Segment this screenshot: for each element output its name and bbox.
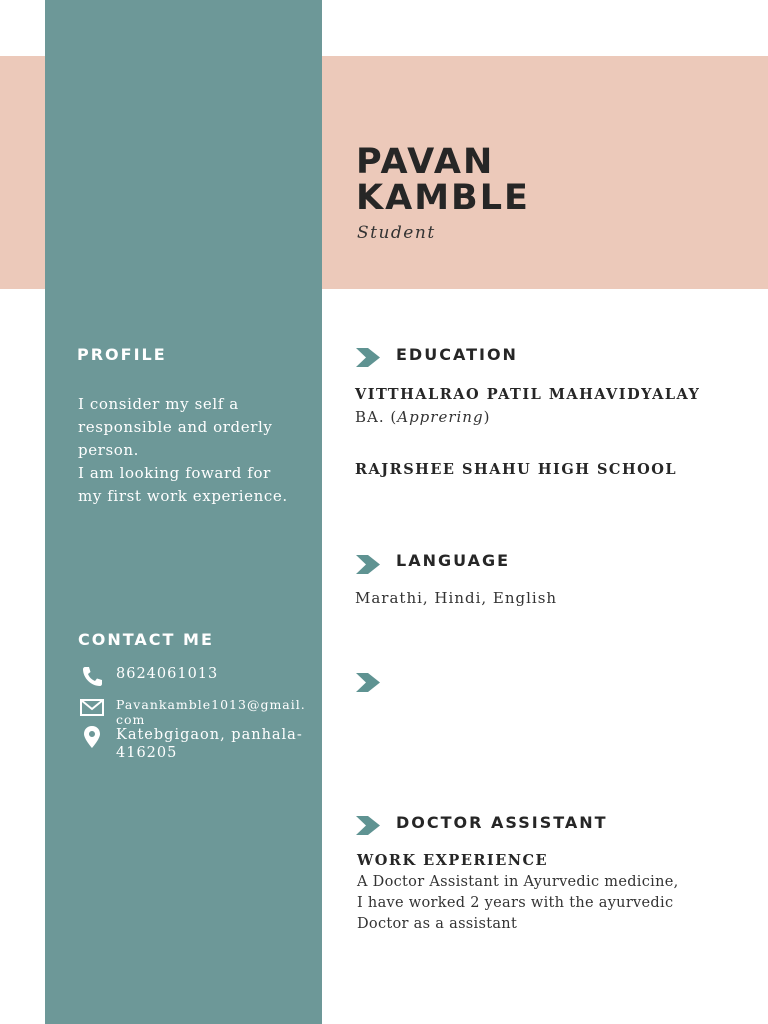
degree-prefix: BA. (	[355, 408, 398, 426]
work-experience-title: WORK EXPERIENCE	[357, 852, 549, 869]
person-name	[356, 144, 530, 216]
education-heading: EDUCATION	[396, 345, 518, 364]
email-address: Pavankamble1013@gmail.com	[116, 697, 306, 727]
language-heading: LANGUAGE	[396, 551, 511, 570]
degree-suffix: )	[483, 408, 491, 426]
experience-heading: DOCTOR ASSISTANT	[396, 813, 608, 832]
mail-icon	[80, 697, 104, 719]
role-title: Student	[357, 223, 436, 243]
chevron-arrow-icon	[356, 348, 381, 367]
profile-text	[78, 393, 288, 508]
language-list: Marathi, Hindi, English	[355, 589, 558, 607]
phone-icon	[80, 665, 104, 687]
profile-heading: PROFILE	[77, 345, 167, 364]
chevron-arrow-icon	[356, 555, 381, 574]
profile-line: I am looking foward for my first work experience.	[78, 464, 288, 505]
degree	[355, 408, 490, 426]
chevron-arrow-icon	[356, 816, 381, 835]
school-1: VITTHALRAO PATIL MAHAVIDYALAY	[355, 386, 701, 403]
address: Katebgigaon, panhala-416205	[116, 727, 303, 761]
contact-heading: CONTACT ME	[78, 630, 214, 649]
degree-status: Apprering	[397, 408, 484, 426]
first-name: PAVAN	[356, 142, 495, 182]
phone-number: 8624061013	[116, 666, 219, 682]
chevron-arrow-icon	[356, 673, 381, 692]
last-name: KAMBLE	[356, 178, 530, 218]
sidebar-panel	[45, 0, 322, 1024]
school-2: RAJRSHEE SHAHU HIGH SCHOOL	[355, 461, 678, 478]
work-experience-description: A Doctor Assistant in Ayurvedic medicine, I have worked 2 years with the ayurvedic Doctor as a assistant	[357, 874, 679, 932]
profile-line: I consider my self a responsible and orderly person.	[78, 395, 273, 459]
location-pin-icon	[80, 726, 104, 748]
